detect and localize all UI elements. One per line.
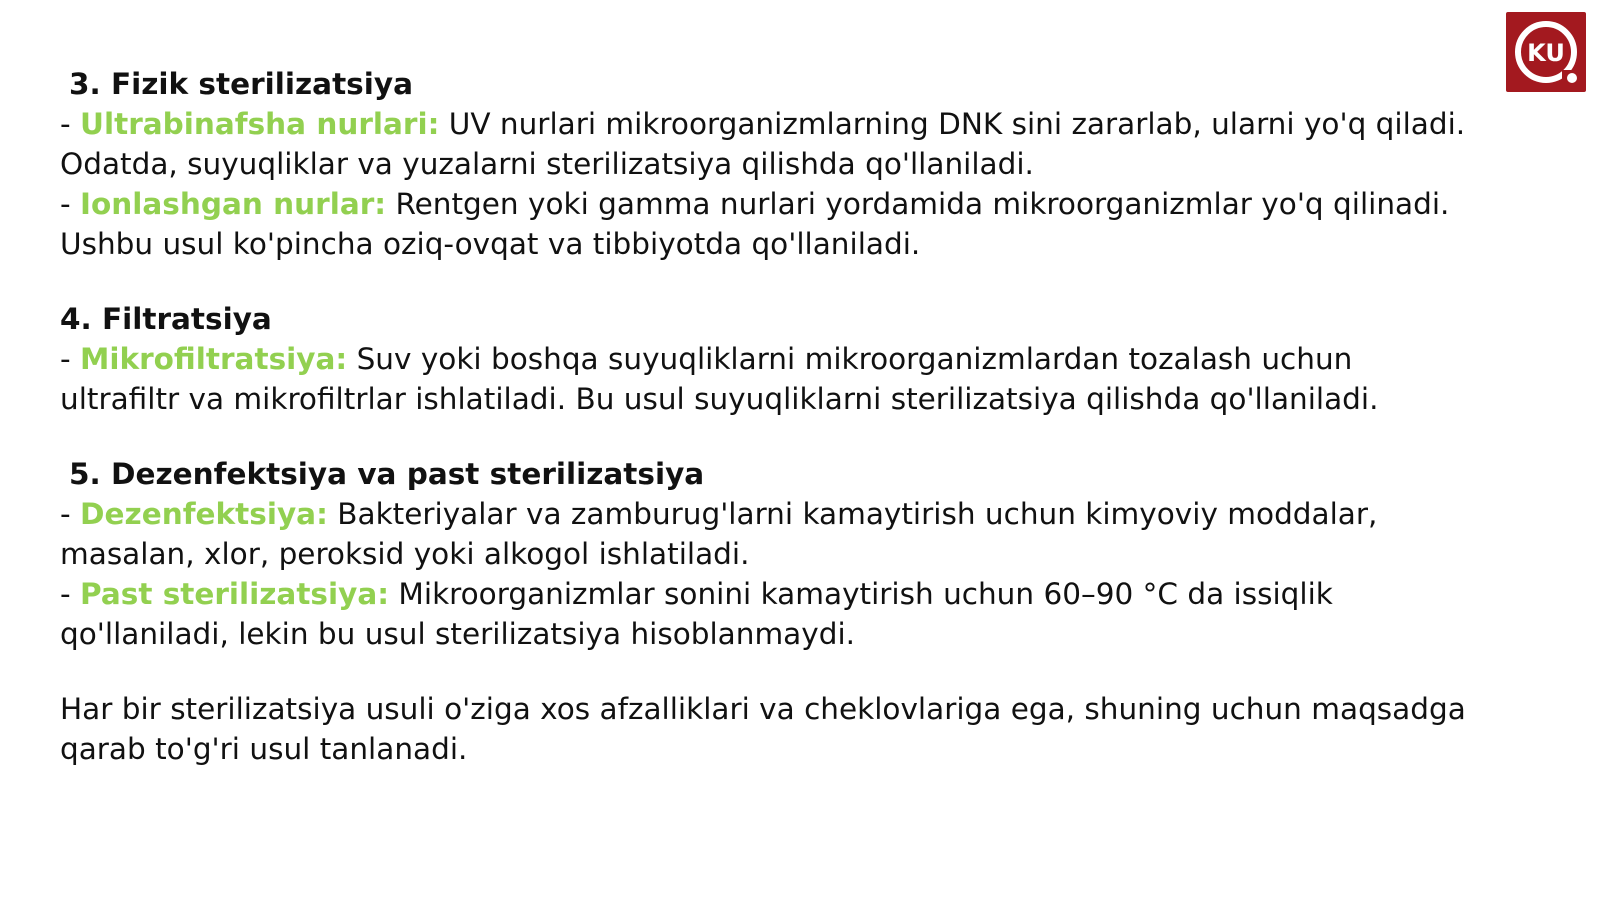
bullet-dash: - (60, 497, 81, 531)
item-text: Mikroorganizmlar sonini kamaytirish uchun 60–90 °C da issiqlik (389, 577, 1333, 611)
item-text-continued: ultrafiltr va mikrofiltrlar ishlatiladi. Bu usul suyuqliklarni sterilizatsiya qilishda qo'llaniladi. (60, 382, 1379, 416)
term-ultraviolet: Ultrabinafsha nurlari: (80, 107, 440, 141)
term-low-sterilization: Past sterilizatsiya: (80, 577, 390, 611)
spacer (60, 419, 1540, 454)
list-item (60, 494, 1540, 534)
logo-text: KU (1527, 39, 1565, 67)
list-item (60, 104, 1540, 144)
term-ionizing: Ionlashgan nurlar: (80, 187, 387, 221)
bullet-dash: - (60, 342, 81, 376)
item-text-continued: masalan, xlor, peroksid yoki alkogol ishlatiladi. (60, 537, 750, 571)
conclusion-text-continued: qarab to'g'ri usul tanlanadi. (60, 732, 468, 766)
item-text-continued: Ushbu usul ko'pincha oziq-ovqat va tibbiyotda qo'llaniladi. (60, 227, 921, 261)
section-heading-filtration: 4. Filtratsiya (60, 302, 272, 336)
bullet-dash: - (60, 577, 81, 611)
list-item (60, 184, 1540, 224)
term-microfiltration: Mikrofiltratsiya: (80, 342, 348, 376)
item-text-continued: Odatda, suyuqliklar va yuzalarni sterilizatsiya qilishda qo'llaniladi. (60, 147, 1034, 181)
section-heading-physical: 3. Fizik sterilizatsiya (69, 67, 413, 101)
bullet-dash: - (60, 187, 81, 221)
slide-content (60, 64, 1540, 769)
item-text: UV nurlari mikroorganizmlarning DNK sini zararlab, ularni yo'q qiladi. (439, 107, 1466, 141)
list-item (60, 339, 1540, 379)
conclusion-text: Har bir sterilizatsiya usuli o'ziga xos afzalliklari va cheklovlariga ega, shuning uchun maqsadga (60, 692, 1466, 726)
item-text: Bakteriyalar va zamburug'larni kamaytirish uchun kimyoviy moddalar, (327, 497, 1378, 531)
term-disinfection: Dezenfektsiya: (80, 497, 328, 531)
item-text: Rentgen yoki gamma nurlari yordamida mikroorganizmlar yo'q qilinadi. (386, 187, 1450, 221)
item-text: Suv yoki boshqa suyuqliklarni mikroorganizmlardan tozalash uchun (347, 342, 1353, 376)
section-heading-disinfection: 5. Dezenfektsiya va past sterilizatsiya (69, 457, 705, 491)
bullet-dash: - (60, 107, 81, 141)
list-item (60, 574, 1540, 614)
spacer (60, 654, 1540, 689)
spacer (60, 264, 1540, 299)
item-text-continued: qo'llaniladi, lekin bu usul sterilizatsiya hisoblanmaydi. (60, 617, 856, 651)
